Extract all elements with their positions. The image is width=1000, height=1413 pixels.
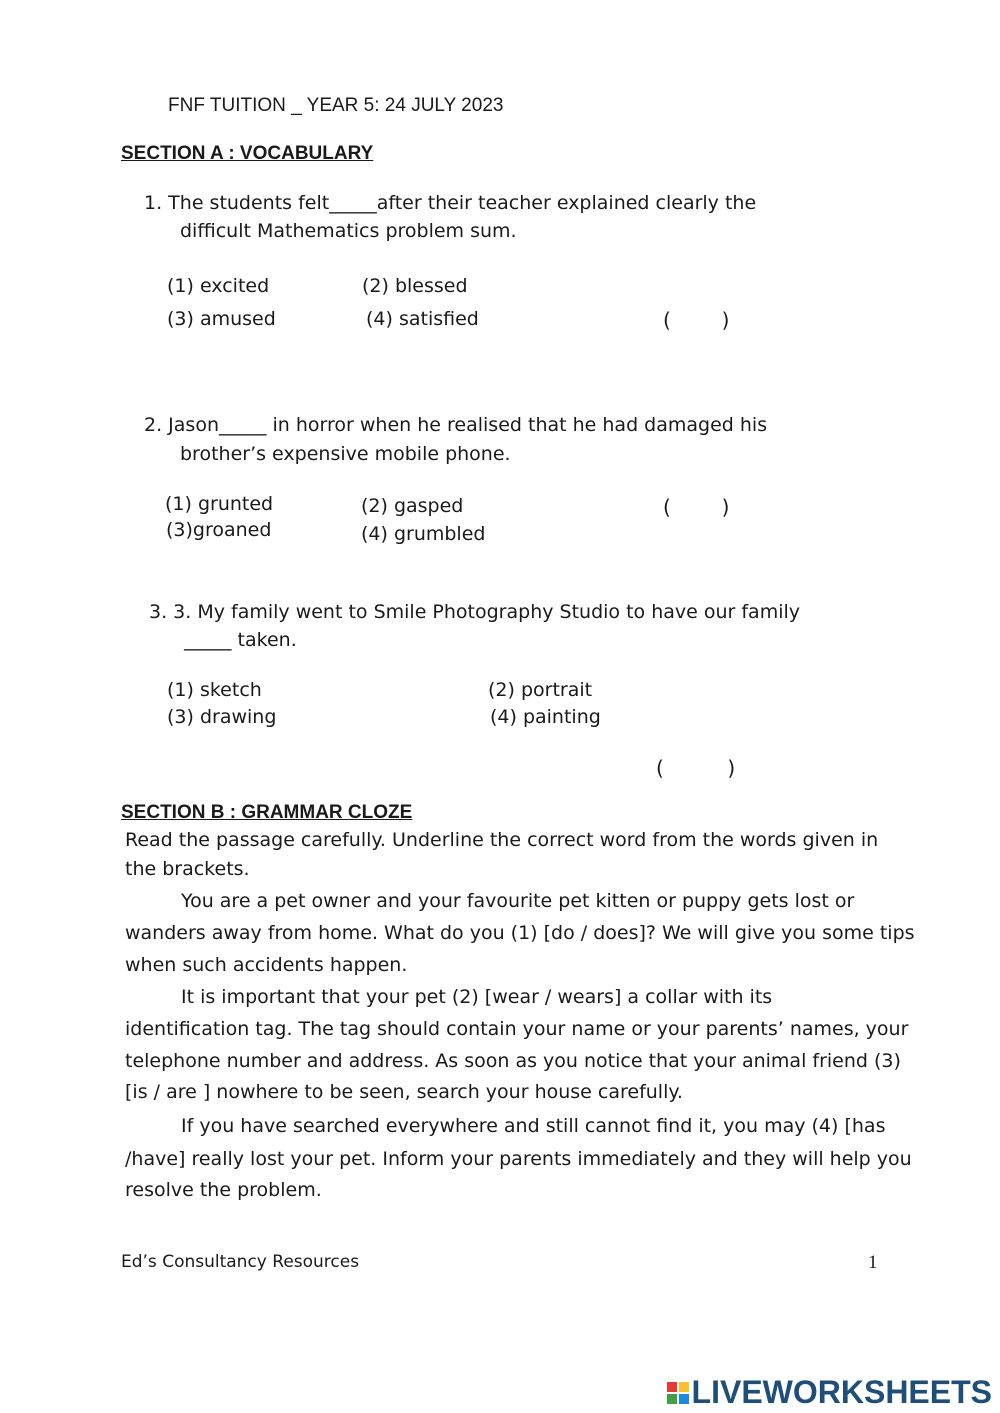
question-2-answer-box[interactable]: ( ) xyxy=(663,495,730,519)
question-1-option-3: (3) amused xyxy=(167,308,276,330)
question-3-option-4: (4) painting xyxy=(490,706,601,728)
question-2-option-3: (3)groaned xyxy=(166,519,272,541)
section-b-title: SECTION B : GRAMMAR CLOZE xyxy=(121,802,413,823)
page-title: FNF TUITION _ YEAR 5: 24 JULY 2023 xyxy=(168,95,504,116)
passage-line-10: If you have searched everywhere and still cannot find it, you may (4) [has xyxy=(181,1115,886,1137)
passage-line-5: when such accidents happen. xyxy=(125,954,408,976)
question-3-line-2: _____ taken. xyxy=(184,629,297,651)
question-2-option-4: (4) grumbled xyxy=(361,523,486,545)
passage-line-6: It is important that your pet (2) [wear / wears] a collar with its xyxy=(181,986,773,1008)
question-2-option-1: (1) grunted xyxy=(165,493,274,515)
passage-line-11: /have] really lost your pet. Inform your parents immediately and they will help you xyxy=(125,1148,912,1170)
question-1-option-4: (4) satisfied xyxy=(366,308,479,330)
question-1-answer-box[interactable]: ( ) xyxy=(663,308,730,332)
passage-line-7: identification tag. The tag should contain your name or your parents’ names, your xyxy=(125,1018,909,1040)
question-1-option-2: (2) blessed xyxy=(362,275,468,297)
passage-line-3: You are a pet owner and your favourite pet kitten or puppy gets lost or xyxy=(181,890,855,912)
passage-line-1: Read the passage carefully. Underline the correct word from the words given in xyxy=(125,829,879,851)
question-1-option-1: (1) excited xyxy=(167,275,270,297)
question-3-option-1: (1) sketch xyxy=(167,679,262,701)
question-2-line-1: 2. Jason_____ in horror when he realised that he had damaged his xyxy=(144,414,768,436)
question-2-line-2: brother’s expensive mobile phone. xyxy=(180,443,511,465)
liveworksheets-logo[interactable] xyxy=(667,1374,992,1411)
page-number: 1 xyxy=(868,1252,878,1273)
question-1-line-1: 1. The students felt_____after their teacher explained clearly the xyxy=(144,192,757,214)
section-a-title: SECTION A : VOCABULARY xyxy=(121,143,374,164)
question-2-option-2: (2) gasped xyxy=(361,495,464,517)
passage-line-9: [is / are ] nowhere to be seen, search your house carefully. xyxy=(125,1081,683,1103)
passage-line-4: wanders away from home. What do you (1) [do / does]? We will give you some tips xyxy=(125,922,915,944)
passage-line-12: resolve the problem. xyxy=(125,1179,322,1201)
footer-publisher: Ed’s Consultancy Resources xyxy=(121,1252,360,1272)
liveworksheets-icon xyxy=(667,1382,689,1404)
question-1-line-2: difficult Mathematics problem sum. xyxy=(180,220,517,242)
liveworksheets-wordmark: LIVEWORKSHEETS xyxy=(691,1374,992,1410)
question-3-answer-box[interactable]: ( ) xyxy=(656,756,736,780)
question-3-option-2: (2) portrait xyxy=(488,679,593,701)
question-3-option-3: (3) drawing xyxy=(167,706,277,728)
question-3-line-1: 3. 3. My family went to Smile Photography Studio to have our family xyxy=(149,601,801,623)
passage-line-8: telephone number and address. As soon as you notice that your animal friend (3) xyxy=(125,1050,901,1072)
passage-line-2: the brackets. xyxy=(125,858,250,880)
